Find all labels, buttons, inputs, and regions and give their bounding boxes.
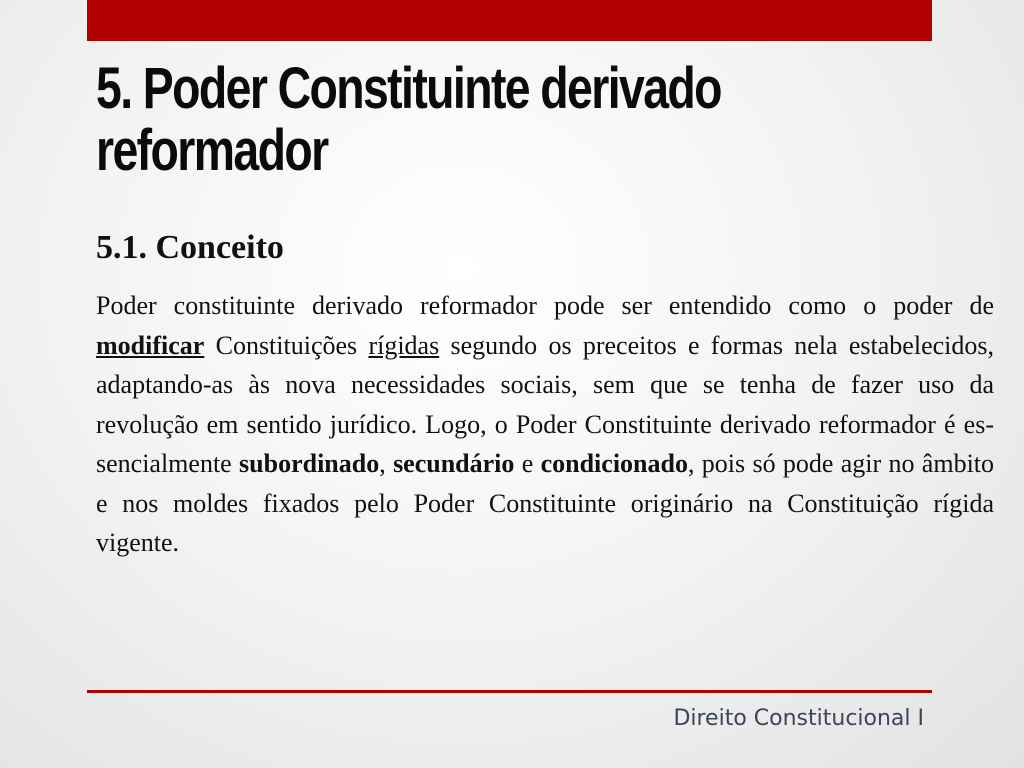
keyword-condicionado: condicionado [540, 449, 688, 478]
footer-divider [87, 690, 932, 693]
body-text-segment: e [514, 449, 541, 478]
section-subtitle: 5.1. Conceito [96, 229, 284, 266]
body-text-segment: , [379, 449, 394, 478]
keyword-modificar: modificar [96, 330, 205, 360]
slide-title: 5. Poder Constituinte derivado reformador [96, 56, 721, 183]
body-text-segment: segundo os preceitos e formas nela estabelecidos, adaptando-as às nova necessidades sociais, sem que se tenha de fazer uso da revolução em sentido jurídico. Logo, o Poder Constituinte derivado reformador é essencialmente [96, 330, 994, 478]
body-text-segment: Poder constituinte derivado reformador pode ser entendido como o poder de [96, 291, 994, 320]
keyword-subordinado: subordinado [239, 449, 380, 478]
top-accent-bar [87, 0, 932, 41]
keyword-rigidas: rígidas [368, 330, 440, 360]
body-paragraph [96, 286, 994, 563]
body-text-segment: Constituições [204, 330, 369, 360]
footer-course-name: Direito Constitucional I [673, 706, 924, 731]
keyword-secundario: secundário [393, 449, 515, 478]
body-text-segment: , pois só pode agir no âmbito e nos moldes fixados pelo Poder Constituinte originário na Constituição rígida vigente. [96, 449, 995, 557]
